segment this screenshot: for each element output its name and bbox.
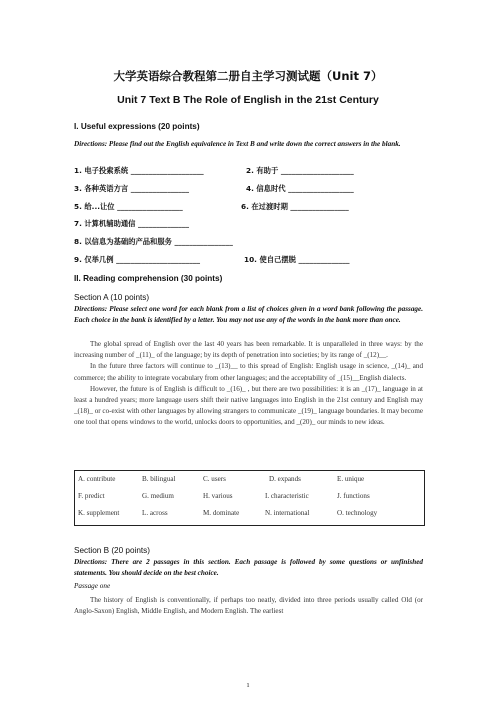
page-number: 1 [246,682,250,689]
expression-item-1: 1. 电子投索系统 ____________________ [74,166,204,175]
word-bank-choice: L. across [142,509,168,517]
expression-item-2: 2. 有助于 ____________________ [246,166,354,175]
word-bank-choice: A. contribute [78,475,116,483]
sectionB-paragraph: The history of English is conventionally, if perhaps too neatly, divided into three periods usually called Old (or Anglo-Saxon) English, Middle English, and Modern English. The earliest [74,596,423,616]
sectionA-directions: Directions: Please select one word for each blank from a list of choices given in a word bank following the passage. Each choice in the bank is identified by a letter. You may not use any of the words in the bank more than once. [74,305,423,324]
word-bank-choice: E. unique [337,475,365,483]
title-chinese: 大学英语综合教程第二册自主学习测试题（Unit 7） [113,69,383,83]
expression-item-3: 3. 各种英语方言 ________________ [74,184,190,193]
word-bank-choice: J. functions [337,492,370,500]
word-bank-choice: D. expands [269,475,301,483]
word-bank-choice: K. supplement [78,509,120,517]
expression-item-4: 4. 信息时代 __________________ [246,184,354,193]
expression-item-10: 10. 使自己摆脱 ______________ [244,255,350,264]
expression-item-7: 7. 计算机辅助通信 ______________ [74,219,190,228]
expression-item-5: 5. 给...让位 __________________ [74,202,183,211]
section1-heading: I. Useful expressions (20 points) [74,122,200,131]
word-bank-choice: N. international [265,509,310,517]
expression-item-6: 6. 在过渡时期 ________________ [241,202,349,211]
sectionB-directions: Directions: There are 2 passages in this section. Each passage is followed by some questions or unfinished statements. You should decide on the best choice. [74,558,423,577]
word-bank-choice: B. bilingual [142,475,176,483]
word-bank-choice: H. various [203,492,233,500]
word-bank-choice: C. users [203,475,226,483]
passage-paragraph: In the future three factors will continue to _(13)__ to this spread of English: English usage in science, _(14)_ and commerce; the ability to integrate vocabulary from other languages; and the acceptability of _(15)__English dialects. [74,362,423,382]
word-bank-choice: M. dominate [203,509,240,517]
sectionB-heading: Section B (20 points) [74,546,151,555]
word-bank-choice: F. predict [78,492,105,500]
sectionA-passage [74,339,423,429]
sectionA-heading: Section A (10 points) [74,293,150,302]
word-bank-box [74,470,425,526]
passage-paragraph: However, the future is of English is difficult to _(16)_ , but there are two possibilities: it is an _(17)_ language in at least a hundred years; more language users shift their native languages into English in the 21st century and English may _(18)_ or co-exist with other languages by allowing strangers to communicate _(19)_ language boundaries. It may become one tool that opens windows to the world, unlocks doors to opportunities, and _(20)_ our minds to new ideas. [74,384,423,427]
word-bank-choice: I. characteristic [265,492,309,500]
word-bank-choice: O. technology [337,509,378,517]
passage-paragraph: The global spread of English over the last 40 years has been remarkable. It is unparalleled in three ways: by the increasing number of _(11)_ of the language; by its depth of penetration into societies; by its range of _(12)__. [74,340,423,360]
expression-item-9: 9. 仅举几例 _______________________ [74,255,201,264]
section2-heading: II. Reading comprehension (30 points) [74,274,223,283]
passage-label: Passage one [74,582,111,590]
title-english: Unit 7 Text B The Role of English in the 21st Century [117,94,379,106]
section1-directions: Directions: Please find out the English equivalence in Text B and write down the correct answers in the blank. [74,140,401,148]
word-bank-choice: G. medium [142,492,174,500]
expression-item-8: 8. 以信息为基础的产品和服务 ________________ [74,237,233,246]
